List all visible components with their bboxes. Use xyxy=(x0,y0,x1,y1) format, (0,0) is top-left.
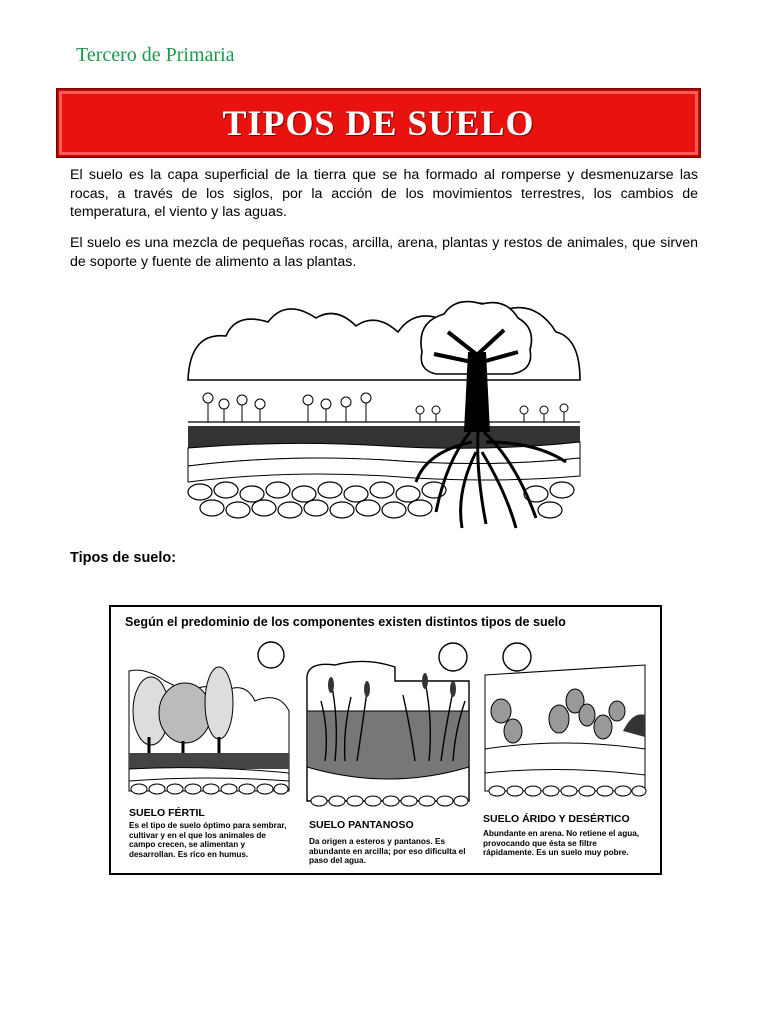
soil-types-panel xyxy=(109,605,662,875)
soil-swamp-description: Da origen a esteros y pantanos. Es abundante en arcilla; por eso dificulta el paso del agua. xyxy=(309,837,466,866)
page-title: TIPOS DE SUELO xyxy=(222,103,535,143)
swamp-soil-illustration xyxy=(305,641,473,815)
arid-soil-illustration xyxy=(483,641,647,803)
grade-label: Tercero de Primaria xyxy=(76,44,235,66)
soil-swamp-title: SUELO PANTANOSO xyxy=(309,819,414,831)
soil-arid-description: Abundante en arena. No retiene el agua, provocando que ésta se filtre rápidamente. Es un suelo muy pobre. xyxy=(483,829,640,858)
panel-title: Según el predominio de los componentes existen distintos tipos de suelo xyxy=(125,615,566,629)
soil-arid-title: SUELO ÁRIDO Y DESÉRTICO xyxy=(483,813,630,825)
section-subtitle: Tipos de suelo: xyxy=(70,550,177,566)
title-banner xyxy=(56,88,701,158)
intro-paragraph-2: El suelo es una mezcla de pequeñas rocas, arcilla, arena, plantas y restos de animales, que sirven de soporte y fuente de alimento a las plantas. xyxy=(70,235,698,270)
fertile-soil-illustration xyxy=(125,641,291,805)
soil-fertile-title: SUELO FÉRTIL xyxy=(129,807,205,819)
soil-landscape-illustration xyxy=(186,292,582,530)
intro-paragraph-1: El suelo es la capa superficial de la tierra que se ha formado al romperse y desmenuzarse las rocas, a través de los siglos, por la acción de los movimientos terrestres, los cambios de temperatura, el viento y las aguas. xyxy=(70,167,698,220)
soil-fertile-description: Es el tipo de suelo óptimo para sembrar, cultivar y en el que los animales de campo crecen, se alimentan y desarrollan. Es rico en humus. xyxy=(129,821,287,859)
